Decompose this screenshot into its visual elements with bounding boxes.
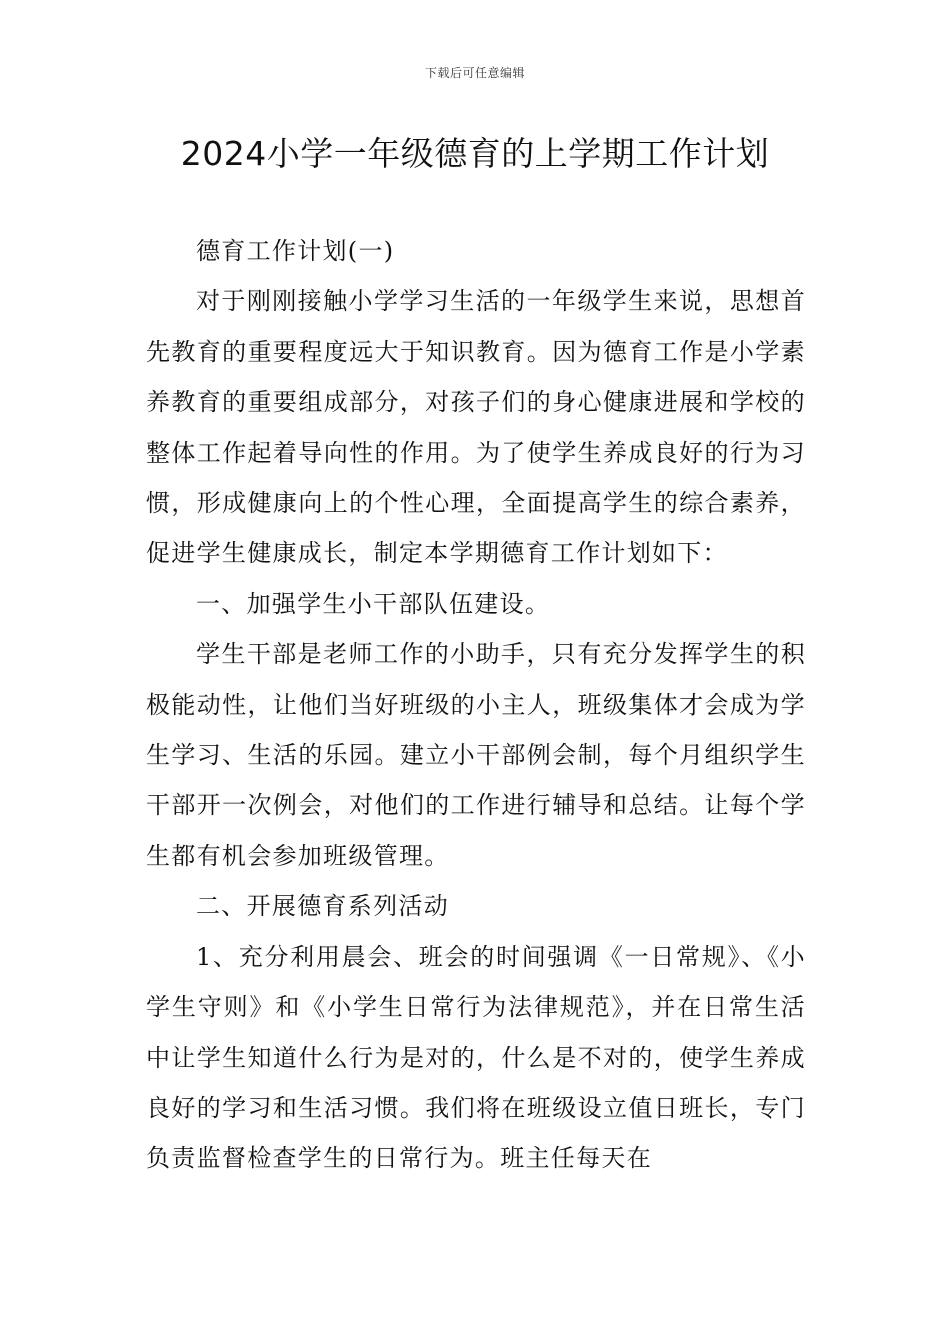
section-heading: 一、加强学生小干部队伍建设。: [196, 589, 551, 618]
paragraph: 对于刚刚接触小学学习生活的一年级学生来说，思想首先教育的重要程度远大于知识教育。因为德育工作是小学素养教育的重要组成部分，对孩子们的身心健康进展和学校的整体工作起着导向性的作用。为了使学生养成良好的行为习惯，形成健康向上的个性心理，全面提高学生的综合素养，促进学生健康成长，制定本学期德育工作计划如下：: [146, 287, 806, 568]
header-note: 下载后可任意编辑: [424, 66, 525, 80]
document-body: [146, 226, 806, 1184]
section-heading: 德育工作计划(一): [196, 237, 395, 265]
paragraph: 学生干部是老师工作的小助手，只有充分发挥学生的积极能动性，让他们当好班级的小主人，班级集体才会成为学生学习、生活的乐园。建立小干部例会制，每个月组织学生干部开一次例会，对他们的工作进行辅导和总结。让每个学生都有机会参加班级管理。: [146, 640, 806, 870]
paragraph: 1、充分利用晨会、班会的时间强调《一日常规》、《小学生守则》和《小学生日常行为法律规范》，并在日常生活中让学生知道什么行为是对的，什么是不对的，使学生养成良好的学习和生活习惯。我们将在班级设立值日班长，专门负责监督检查学生的日常行为。班主任每天在: [146, 942, 806, 1173]
document-title: 2024小学一年级德育的上学期工作计划: [180, 134, 770, 173]
section-heading: 二、开展德育系列活动: [196, 892, 449, 921]
